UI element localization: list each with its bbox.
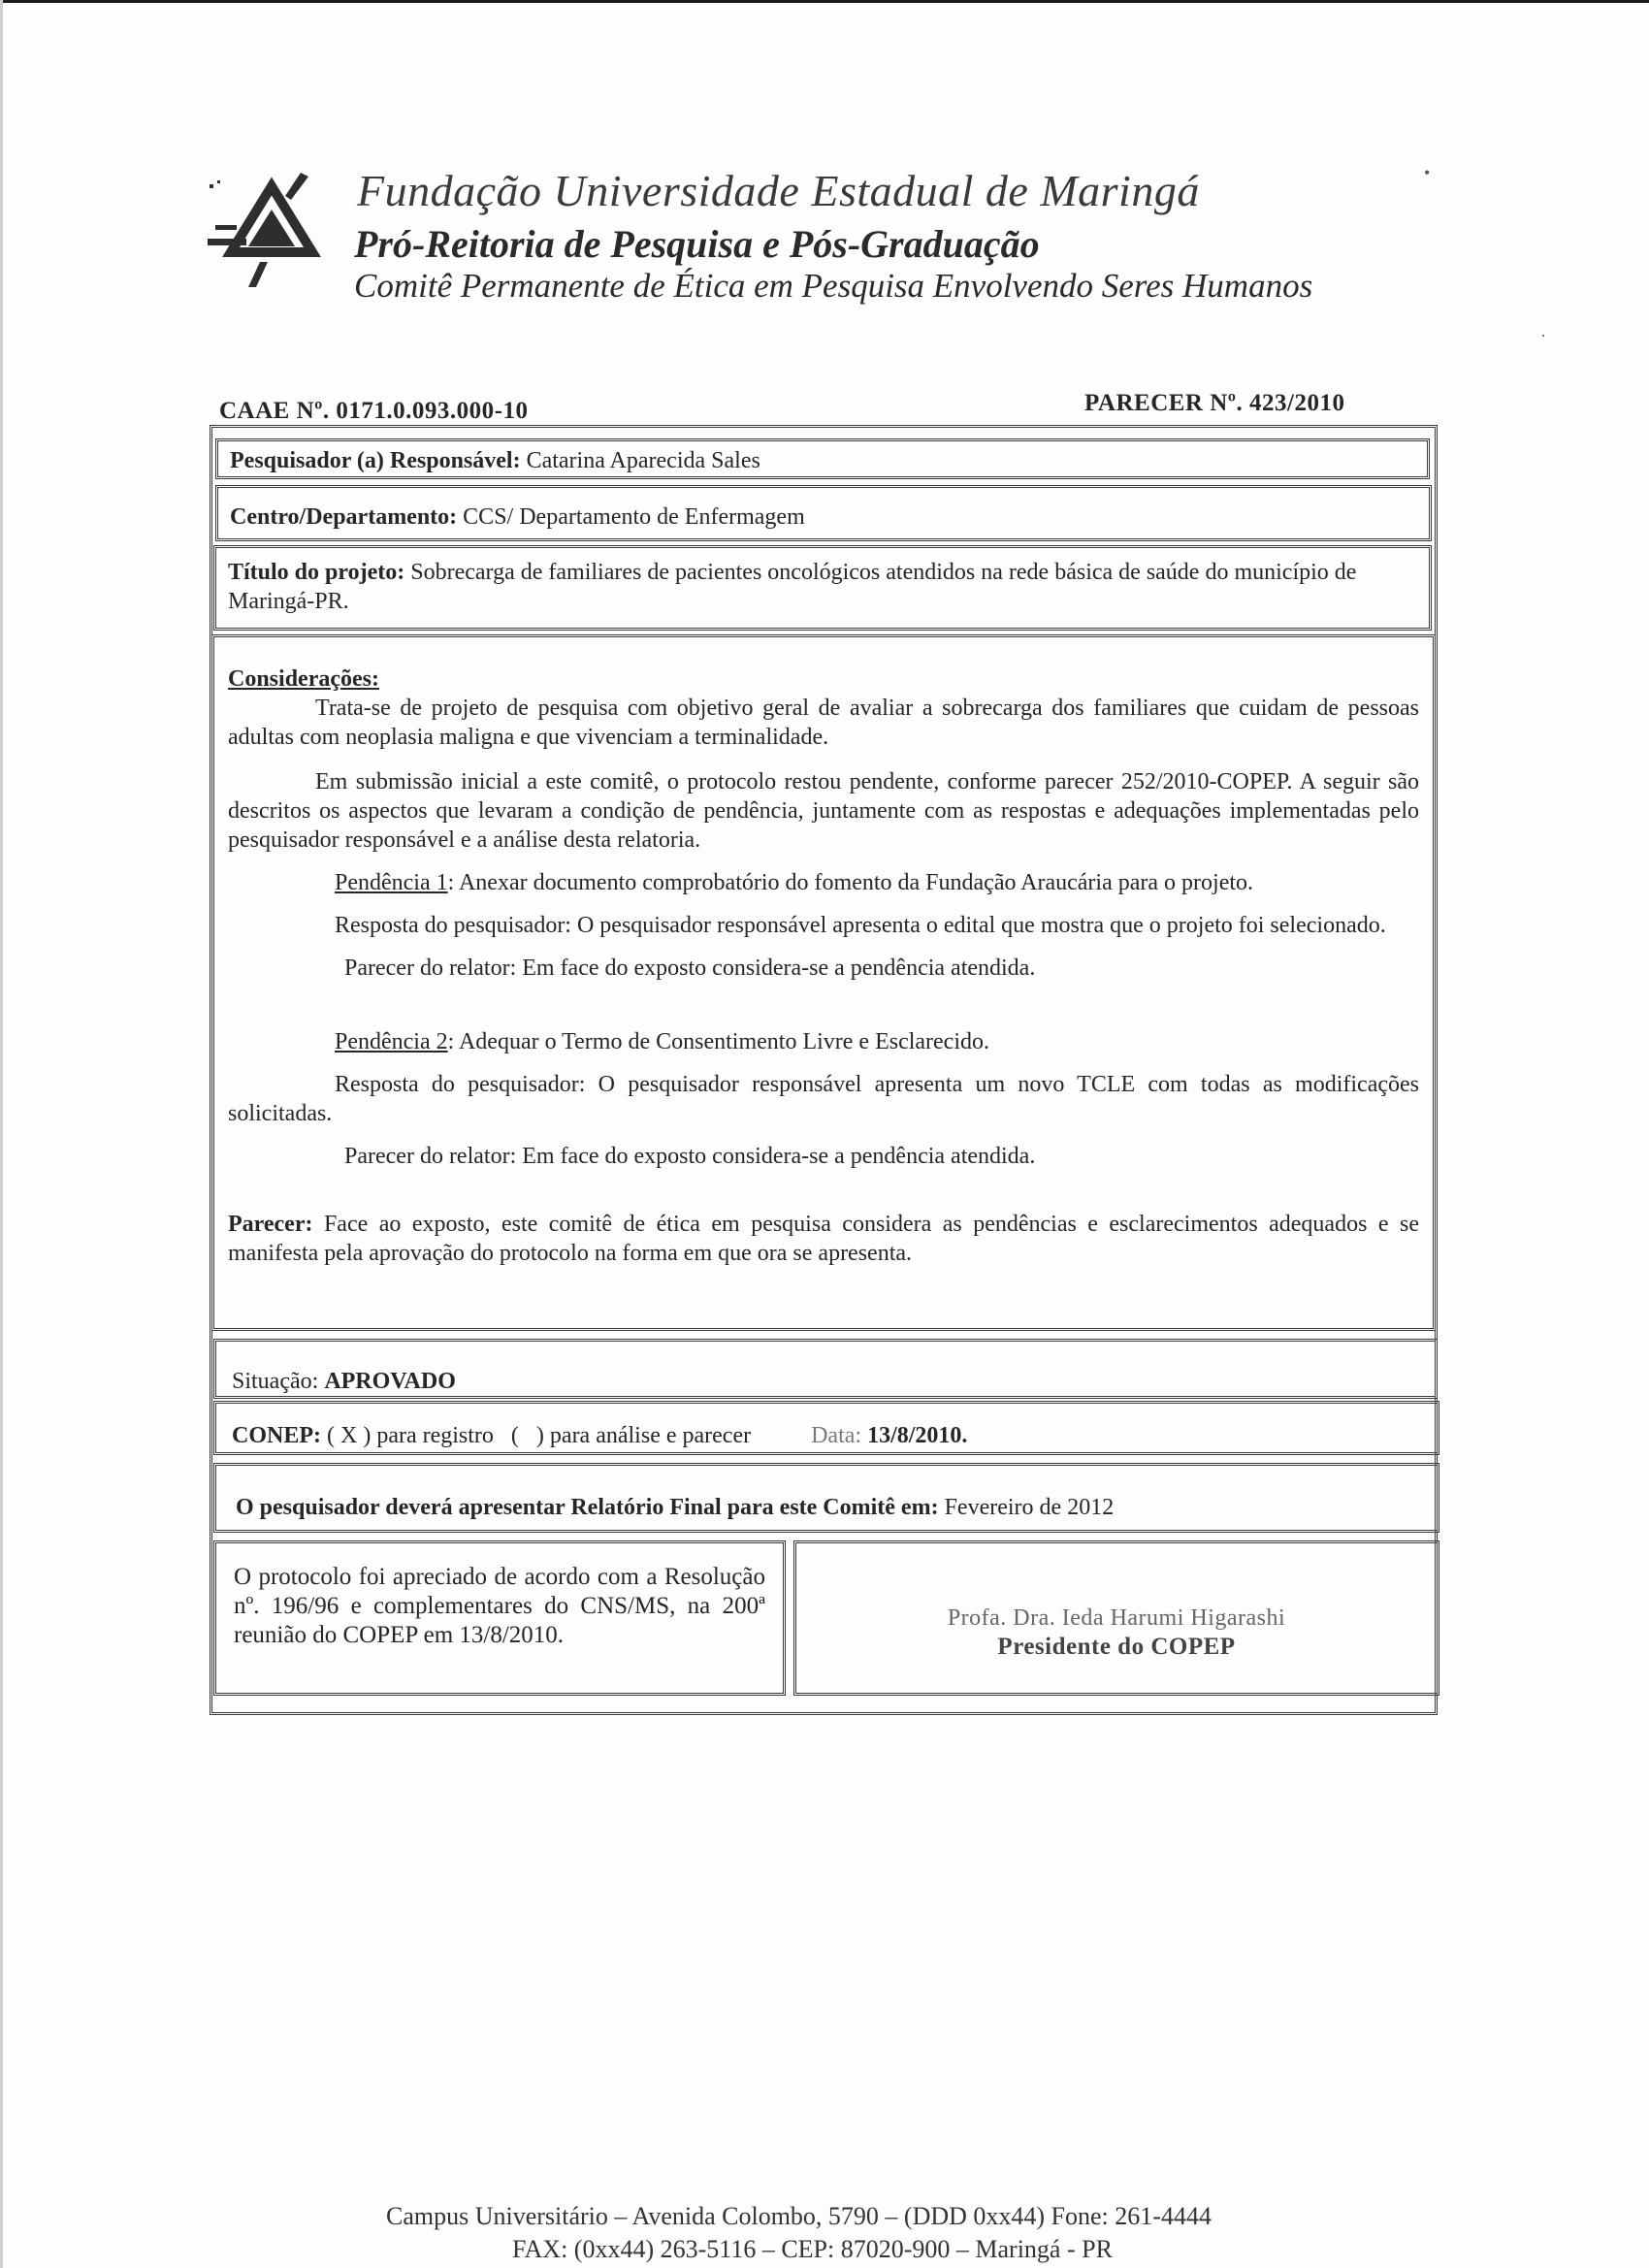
pendency-1-text: : Anexar documento comprobatório do fomento da Fundação Araucária para o projeto. — [447, 870, 1254, 895]
office-name: Pró-Reitoria de Pesquisa e Pós-Graduação — [354, 222, 1040, 266]
considerations-heading: Considerações: — [228, 666, 379, 692]
parecer-number: PARECER Nº. 423/2010 — [1084, 390, 1345, 416]
researcher-value: Catarina Aparecida Sales — [526, 448, 760, 473]
signature-box — [793, 1540, 1439, 1696]
status-box — [213, 1339, 1438, 1399]
pendency-2 — [228, 1027, 1419, 1056]
scan-edge-left — [0, 0, 3, 2268]
conep-label: CONEP: — [232, 1423, 321, 1448]
department-value: CCS/ Departamento de Enfermagem — [463, 504, 805, 530]
conep-date-value: 13/8/2010. — [867, 1423, 968, 1448]
scan-speck: · — [1540, 326, 1546, 345]
researcher-label: Pesquisador (a) Responsável: — [230, 448, 521, 473]
considerations-box — [211, 634, 1436, 1331]
committee-name: Comitê Permanente de Ética em Pesquisa Envolvendo Seres Humanos — [354, 267, 1313, 305]
status-label: Situação: — [232, 1369, 319, 1394]
pendency-2-opinion: Parecer do relator: Em face do exposto considera-se a pendência atendida. — [344, 1144, 1036, 1169]
caae-number: CAAE Nº. 0171.0.093.000-10 — [219, 398, 529, 424]
project-title-value: Sobrecarga de familiares de pacientes oncológicos atendidos na rede básica de saúde do município de Maringá-PR. — [228, 560, 1357, 614]
considerations-paragraph: Em submissão inicial a este comitê, o protocolo restou pendente, conforme parecer 252/2010-COPEP. A seguir são descritos os aspectos que levaram a condição de pendência, juntamente com as respostas e adequações implementadas pelo pesquisador responsável e a análise desta relatoria. — [228, 769, 1419, 853]
protocol-note: O protocolo foi apreciado de acordo com a Resolução nº. 196/96 e complementares do CNS/MS, na 200ª reunião do COPEP em 13/8/2010. — [234, 1564, 765, 1648]
pendency-1-response: Resposta do pesquisador: O pesquisador responsável apresenta o edital que mostra que o projeto foi selecionado. — [335, 913, 1386, 938]
pendency-1-opinion: Parecer do relator: Em face do exposto considera-se a pendência atendida. — [344, 956, 1036, 981]
pendency-1 — [228, 868, 1419, 897]
signature-title: Presidente do COPEP — [997, 1634, 1236, 1660]
footer-contact: FAX: (0xx44) 263-5116 – CEP: 87020-900 – Maringá - PR — [512, 2235, 1113, 2263]
committee-opinion-text: Face ao exposto, este comitê de ética em pesquisa considera as pendências e esclarecimentos adequados e se manifesta pela aprovação do protocolo na forma em que ora se apresenta. — [228, 1212, 1419, 1266]
project-title-box — [213, 545, 1432, 631]
department-label: Centro/Departamento: — [230, 504, 458, 530]
scan-edge — [0, 0, 1649, 3]
university-logo-icon — [204, 167, 340, 293]
researcher-box — [215, 438, 1430, 479]
conep-date-label: Data: — [811, 1423, 862, 1448]
committee-opinion — [228, 1210, 1419, 1268]
final-report-value: Fevereiro de 2012 — [944, 1495, 1115, 1520]
institution-name: Fundação Universidade Estadual de Maringá — [357, 166, 1200, 215]
project-title-label: Título do projeto: — [228, 560, 405, 585]
status-value: APROVADO — [324, 1369, 456, 1394]
signature-name: Profa. Dra. Ieda Harumi Higarashi — [947, 1605, 1286, 1631]
pendency-1-label: Pendência 1 — [335, 870, 448, 895]
conep-options: ( X ) para registro ( ) para análise e parecer — [327, 1423, 752, 1448]
final-report-label: O pesquisador deverá apresentar Relatório Final para este Comitê em: — [236, 1495, 939, 1520]
scan-speck: • — [1424, 163, 1431, 182]
footer-address: Campus Universitário – Avenida Colombo, 5790 – (DDD 0xx44) Fone: 261-4444 — [386, 2202, 1212, 2230]
final-report-box — [213, 1463, 1439, 1533]
conep-box — [213, 1401, 1439, 1455]
protocol-note-box — [213, 1540, 786, 1696]
pendency-2-response: Resposta do pesquisador: O pesquisador responsável apresenta um novo TCLE com todas as modificações solicitadas. — [228, 1072, 1419, 1126]
pendency-2-text: : Adequar o Termo de Consentimento Livre e Esclarecido. — [447, 1029, 989, 1054]
considerations-paragraph: Trata-se de projeto de pesquisa com objetivo geral de avaliar a sobrecarga dos familiares que cuidam de pessoas adultas com neoplasia maligna e que vivenciam a terminalidade. — [228, 696, 1419, 750]
pendency-2-label: Pendência 2 — [335, 1029, 448, 1054]
department-box — [215, 485, 1432, 541]
committee-opinion-label: Parecer: — [228, 1212, 313, 1237]
